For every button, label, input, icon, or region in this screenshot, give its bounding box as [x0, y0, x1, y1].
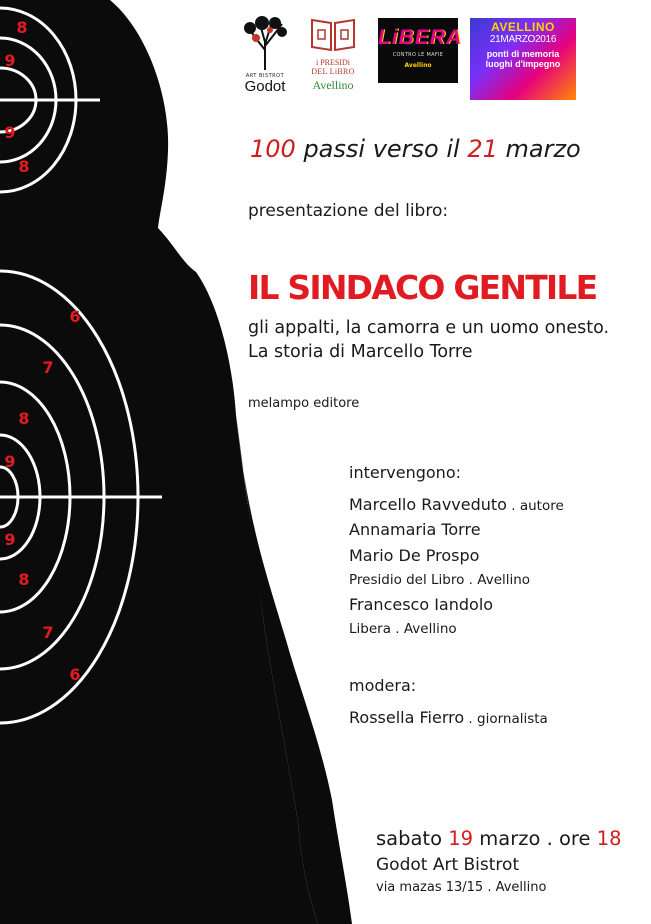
ring-label: 8: [16, 18, 28, 37]
publisher: melampo editore: [248, 396, 360, 411]
event-address: via mazas 13/15 . Avellino: [376, 880, 547, 895]
event-venue: Godot Art Bistrot: [376, 855, 520, 875]
intro-text: presentazione del libro:: [248, 201, 449, 221]
event-slogan-2: luoghi d'impegno: [485, 59, 561, 69]
ring-label: 7: [42, 358, 54, 377]
presidi-logo: [301, 14, 365, 100]
libera-name: LiBERA: [378, 26, 463, 49]
speaker-3-affiliation: Presidio del Libro . Avellino: [349, 572, 531, 588]
moderator: Rossella Fierro . giornalista: [349, 708, 548, 727]
ring-label: 8: [18, 157, 30, 176]
ring-label: 9: [4, 530, 16, 549]
libera-subtitle: CONTRO LE MAFIE: [392, 52, 444, 58]
subtitle-line-1: gli appalti, la camorra e un uomo onesto.: [248, 318, 610, 338]
speaker-4-affiliation: Libera . Avellino: [349, 621, 457, 637]
ring-label: 6: [69, 307, 81, 326]
ring-label: 9: [4, 123, 16, 142]
event-date-time: sabato 19 marzo . ore 18: [376, 827, 622, 850]
ring-label: 9: [4, 51, 16, 70]
headline: 100 passi verso il 21 marzo: [250, 135, 581, 163]
sponsor-logos: [237, 14, 582, 100]
speaker-3: Mario De Prospo: [349, 546, 480, 565]
speaker-2: Annamaria Torre: [349, 520, 481, 539]
ring-label: 7: [42, 623, 54, 642]
godot-logo: [237, 14, 293, 100]
tree-icon: [242, 14, 288, 70]
godot-name: Godot: [244, 78, 286, 95]
ring-label: 9: [4, 452, 16, 471]
godot-subtitle: ART BISTROT: [245, 73, 285, 79]
book-title: IL SINDACO GENTILE: [248, 268, 597, 307]
ring-label: 6: [69, 665, 81, 684]
moderator-heading: modera:: [349, 676, 417, 695]
libera-city: Avellino: [404, 62, 432, 69]
libera-logo: [378, 18, 463, 83]
subtitle-line-2: La storia di Marcello Torre: [248, 342, 473, 362]
event-date: 21MARZO2016: [489, 34, 557, 45]
presidi-title-2: DEL LiBRO: [311, 67, 355, 76]
event-city: AVELLINO: [491, 20, 555, 34]
event-poster-logo: [470, 18, 576, 100]
speaker-1: Marcello Ravveduto . autore: [349, 495, 564, 514]
speakers-heading: intervengono:: [349, 463, 461, 482]
ring-label: 8: [18, 409, 30, 428]
presidi-city: Avellino: [312, 78, 354, 92]
book-subtitle: [248, 316, 648, 364]
presidi-title-1: i PRESIDi: [315, 58, 350, 67]
ring-label: 8: [18, 570, 30, 589]
open-book-icon: [308, 14, 358, 54]
speaker-4: Francesco Iandolo: [349, 595, 494, 614]
event-slogan-1: ponti di memoria: [486, 49, 560, 59]
